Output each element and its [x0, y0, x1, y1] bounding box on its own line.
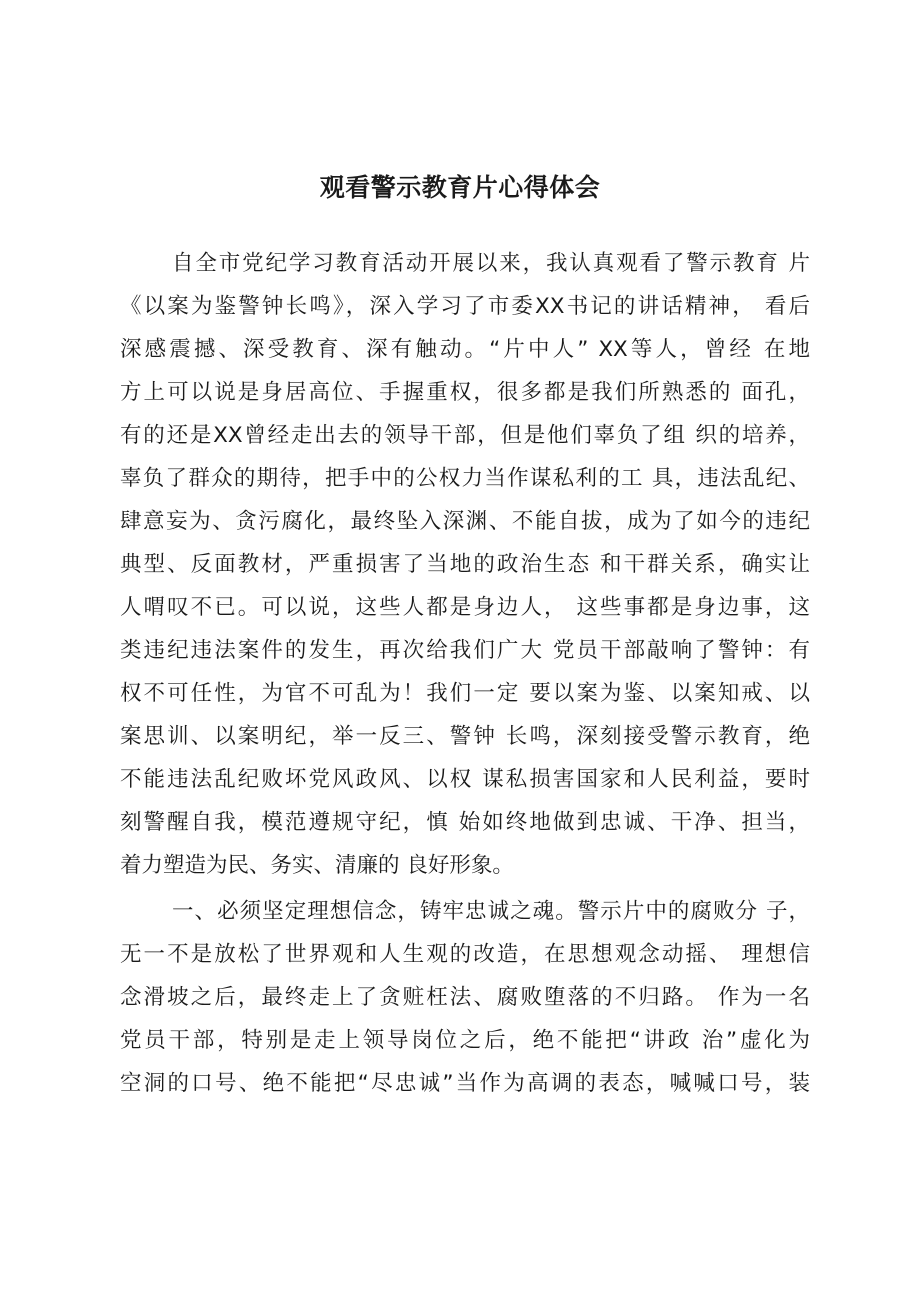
text-line: 方上可以说是身居高位、手握重权，很多都是我们所熟悉的 面孔，: [120, 380, 810, 405]
text-line: 念滑坡之后，最终走上了贪赃枉法、腐败堕落的不归路。 作为一名: [120, 985, 810, 1010]
text-line: 人喟叹不已。可以说，这些人都是身边人， 这些事都是身边事，这: [120, 595, 810, 620]
text-line: 空洞的口号、绝不能把“尽忠诚”当作为高调的表态，喊喊口号，装: [120, 1071, 810, 1096]
text-line: 权不可任性，为官不可乱为！我们一定 要以案为鉴、以案知戒、以: [120, 681, 810, 706]
text-line: 深感震撼、深受教育、深有触动。“片中人” XX等人，曾经 在地: [120, 337, 810, 362]
text-line: 《以案为鉴警钟长鸣》，深入学习了市委XX书记的讲话精神， 看后: [120, 294, 810, 319]
text-line: 一、必须坚定理想信念，铸牢忠诚之魂。警示片中的腐败分 子，: [172, 899, 810, 924]
text-line: 辜负了群众的期待，把手中的公权力当作谋私利的工 具，违法乱纪、: [120, 466, 810, 491]
text-line: 案思训、以案明纪，举一反三、警钟 长鸣，深刻接受警示教育，绝: [120, 724, 810, 749]
text-line: 党员干部，特别是走上领导岗位之后，绝不能把“讲政 治”虚化为: [120, 1028, 810, 1053]
text-line: 着力塑造为民、务实、清廉的 良好形象。: [120, 853, 514, 878]
text-line: 有的还是XX曾经走出去的领导干部，但是他们辜负了组 织的培养，: [120, 423, 810, 448]
text-line: 肆意妄为、贪污腐化，最终坠入深渊、不能自拔，成为了如今的违纪: [120, 509, 810, 534]
text-line: 典型、反面教材，严重损害了当地的政治生态 和干群关系，确实让: [120, 552, 810, 577]
text-line: 无一不是放松了世界观和人生观的改造，在思想观念动摇、 理想信: [120, 942, 810, 967]
text-line: 自全市党纪学习教育活动开展以来，我认真观看了警示教育 片: [172, 251, 810, 276]
text-line: 类违纪违法案件的发生，再次给我们广大 党员干部敲响了警钟：有: [120, 638, 810, 663]
text-line: 不能违法乱纪败坏党风政风、以权 谋私损害国家和人民利益，要时: [120, 767, 810, 792]
document-title: 观看警示教育片心得体会: [319, 173, 601, 202]
text-line: 刻警醒自我，模范遵规守纪，慎 始如终地做到忠诚、干净、担当，: [120, 810, 810, 835]
